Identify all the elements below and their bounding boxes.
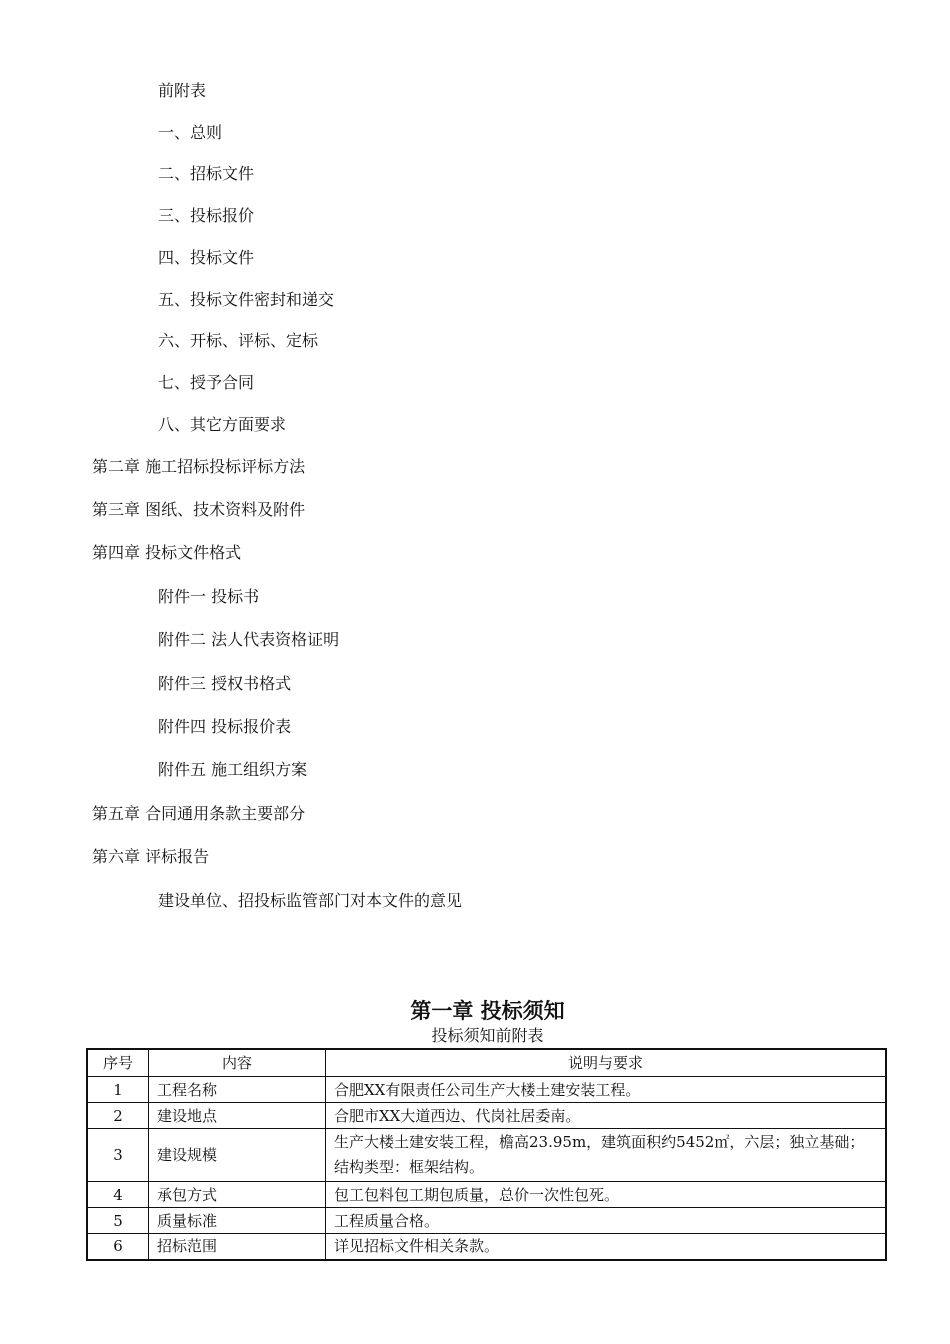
front-table: [86, 1048, 887, 1261]
table-row: [87, 1234, 886, 1260]
toc-item: 七、授予合同: [158, 373, 255, 392]
cell-item: 建设规模: [149, 1129, 326, 1182]
toc-chapter: 第三章 图纸、技术资料及附件: [92, 500, 306, 519]
toc-chapter: 第六章 评标报告: [92, 847, 210, 866]
toc-item: 附件四 投标报价表: [158, 717, 292, 736]
toc-chapter: 第二章 施工招标投标评标方法: [92, 457, 306, 476]
toc-item: 附件五 施工组织方案: [158, 760, 308, 779]
cell-item: 承包方式: [149, 1182, 326, 1208]
toc-item: 附件三 授权书格式: [158, 674, 292, 693]
toc-item: 八、其它方面要求: [158, 415, 287, 434]
toc-chapter: 第五章 合同通用条款主要部分: [92, 804, 306, 823]
toc-item: 四、投标文件: [158, 248, 255, 267]
toc-item: 五、投标文件密封和递交: [158, 290, 335, 309]
toc-item: 前附表: [158, 81, 207, 100]
cell-desc: 详见招标文件相关条款。: [326, 1234, 887, 1260]
header-desc: 说明与要求: [326, 1049, 887, 1077]
toc-item: 三、投标报价: [158, 206, 255, 225]
toc-item: 附件一 投标书: [158, 587, 260, 606]
table-header-row: [87, 1049, 886, 1077]
header-no: 序号: [87, 1049, 149, 1077]
table-row: [87, 1077, 886, 1103]
cell-no: 5: [87, 1208, 149, 1234]
table-row: [87, 1208, 886, 1234]
cell-item: 工程名称: [149, 1077, 326, 1103]
toc-item: 建设单位、招投标监管部门对本文件的意见: [158, 891, 463, 910]
table-row: [87, 1182, 886, 1208]
cell-no: 3: [87, 1129, 149, 1182]
cell-no: 1: [87, 1077, 149, 1103]
cell-desc: 生产大楼土建安装工程，檐高23.95m，建筑面积约5452㎡，六层；独立基础；结构类型：框架结构。: [326, 1129, 887, 1182]
table-row: [87, 1103, 886, 1129]
table-caption: 投标须知前附表: [431, 1026, 544, 1045]
cell-no: 6: [87, 1234, 149, 1260]
cell-no: 2: [87, 1103, 149, 1129]
toc-item: 二、招标文件: [158, 164, 255, 183]
chapter-title: 第一章 投标须知: [410, 998, 565, 1023]
toc-item: 附件二 法人代表资格证明: [158, 630, 340, 649]
table-row: [87, 1129, 886, 1182]
cell-desc: 包工包料包工期包质量，总价一次性包死。: [326, 1182, 887, 1208]
cell-no: 4: [87, 1182, 149, 1208]
toc-item: 六、开标、评标、定标: [158, 331, 319, 350]
cell-item: 招标范围: [149, 1234, 326, 1260]
toc-item: 一、总则: [158, 123, 223, 142]
cell-item: 建设地点: [149, 1103, 326, 1129]
toc-chapter: 第四章 投标文件格式: [92, 543, 242, 562]
cell-desc: 合肥XX有限责任公司生产大楼土建安装工程。: [326, 1077, 887, 1103]
cell-desc: 合肥市XX大道西边、代岗社居委南。: [326, 1103, 887, 1129]
cell-desc: 工程质量合格。: [326, 1208, 887, 1234]
cell-item: 质量标准: [149, 1208, 326, 1234]
header-item: 内容: [149, 1049, 326, 1077]
